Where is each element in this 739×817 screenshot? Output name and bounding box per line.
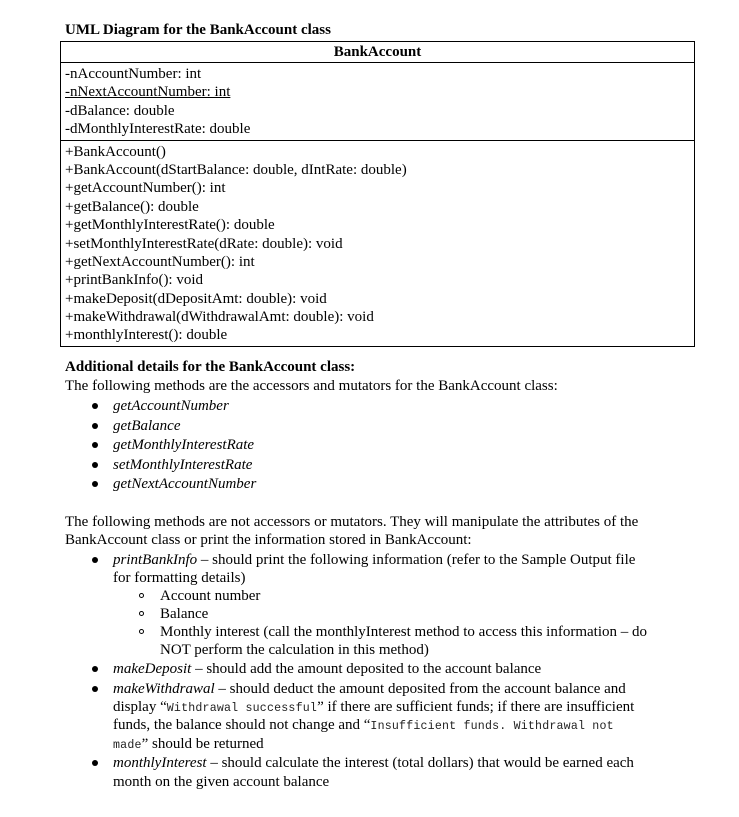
bullet-icon bbox=[92, 481, 98, 487]
list-item: getBalance bbox=[65, 417, 690, 437]
others-intro-line2: BankAccount class or print the information stored in BankAccount: bbox=[65, 532, 472, 548]
circle-bullet-icon bbox=[139, 629, 144, 634]
uml-method: +printBankInfo(): void bbox=[65, 272, 204, 289]
bullet-icon bbox=[92, 462, 98, 468]
uml-method: +BankAccount() bbox=[65, 143, 166, 160]
others-intro-line1: The following methods are not accessors or mutators. They will manipulate the attributes of the bbox=[65, 514, 639, 530]
uml-method: +makeDeposit(dDepositAmt: double): void bbox=[65, 290, 327, 307]
uml-class-name: BankAccount bbox=[61, 42, 694, 63]
sub-list-item-cont: NOT perform the calculation in this method) bbox=[160, 642, 429, 658]
bullet-icon bbox=[92, 686, 98, 692]
uml-attribute: -dBalance: double bbox=[65, 102, 175, 119]
method-list bbox=[65, 551, 690, 791]
list-item-cont: made” should be returned bbox=[113, 735, 264, 752]
bullet-icon bbox=[92, 666, 98, 672]
list-item: monthlyInterest – should calculate the interest (total dollars) that would be earned each bbox=[65, 754, 690, 772]
list-item: printBankInfo – should print the following information (refer to the Sample Output file bbox=[65, 551, 690, 569]
sub-list-item: Balance bbox=[65, 605, 690, 623]
bullet-icon bbox=[92, 403, 98, 409]
bullet-icon bbox=[92, 557, 98, 563]
uml-class-box bbox=[60, 41, 695, 347]
uml-method: +setMonthlyInterestRate(dRate: double): void bbox=[65, 235, 343, 252]
uml-attributes bbox=[61, 63, 694, 140]
uml-attribute-static: -nNextAccountNumber: int bbox=[65, 84, 231, 101]
uml-methods bbox=[61, 140, 694, 346]
uml-method: +getAccountNumber(): int bbox=[65, 180, 226, 197]
list-item-cont: display “Withdrawal successful” if there are sufficient funds; if there are insufficient bbox=[113, 698, 635, 715]
list-item: makeWithdrawal – should deduct the amount deposited from the account balance and bbox=[65, 680, 690, 698]
uml-title: UML Diagram for the BankAccount class bbox=[65, 22, 331, 38]
uml-method: +getMonthlyInterestRate(): double bbox=[65, 217, 275, 234]
list-item: makeDeposit – should add the amount deposited to the account balance bbox=[65, 660, 690, 680]
bullet-icon bbox=[92, 423, 98, 429]
list-item-cont: month on the given account balance bbox=[113, 773, 330, 790]
accessors-intro: The following methods are the accessors and mutators for the BankAccount class: bbox=[65, 378, 558, 394]
details-heading: Additional details for the BankAccount class: bbox=[65, 359, 356, 375]
sub-list-item: Monthly interest (call the monthlyInterest method to access this information – do bbox=[65, 623, 690, 641]
uml-method: +monthlyInterest(): double bbox=[65, 327, 228, 344]
list-item: getMonthlyInterestRate bbox=[65, 436, 690, 456]
circle-bullet-icon bbox=[139, 611, 144, 616]
bullet-icon bbox=[92, 760, 98, 766]
uml-method: +makeWithdrawal(dWithdrawalAmt: double): void bbox=[65, 309, 374, 326]
circle-bullet-icon bbox=[139, 593, 144, 598]
list-item: getNextAccountNumber bbox=[65, 475, 690, 495]
bullet-icon bbox=[92, 442, 98, 448]
uml-method: +BankAccount(dStartBalance: double, dIntRate: double) bbox=[65, 161, 407, 178]
uml-method: +getNextAccountNumber(): int bbox=[65, 253, 255, 270]
list-item: getAccountNumber bbox=[65, 397, 690, 417]
list-item: setMonthlyInterestRate bbox=[65, 456, 690, 476]
sub-list-item: Account number bbox=[65, 587, 690, 605]
uml-attribute: -dMonthlyInterestRate: double bbox=[65, 121, 251, 138]
list-item-cont: for formatting details) bbox=[113, 570, 246, 586]
uml-method: +getBalance(): double bbox=[65, 198, 199, 215]
uml-attribute: -nAccountNumber: int bbox=[65, 66, 202, 82]
list-item-cont: funds, the balance should not change and “Insufficient funds. Withdrawal not bbox=[113, 717, 614, 734]
accessor-list bbox=[65, 397, 690, 495]
